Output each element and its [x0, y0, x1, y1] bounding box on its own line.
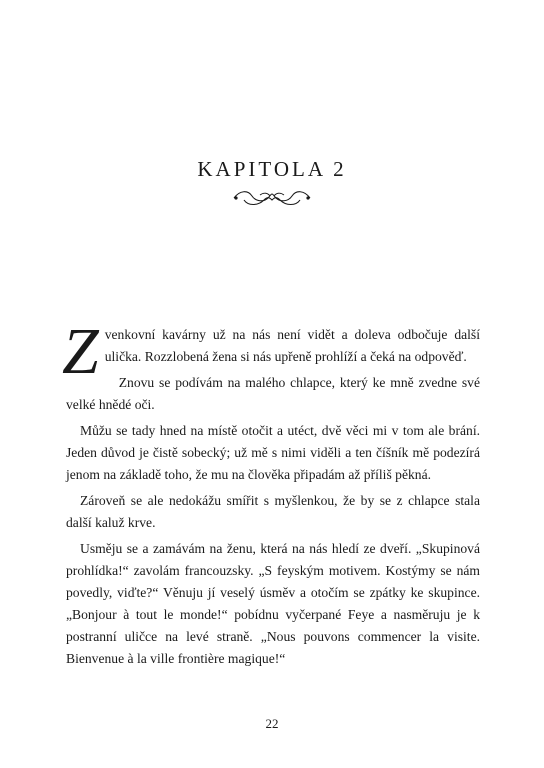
chapter-body: [62, 315, 480, 674]
paragraph-5: Usměju se a zamávám na ženu, která na nás hledí ze dveří. „Skupinová prohlídka!“ zavolám francouzsky. „S feyským motivem. Kostýmy se nám povedly, viďte?“ Věnuju jí veselý úsměv a otočím se zpátky ke skupince. „Bonjour à tout le monde!“ pobídnu vyčerpané Feye a nasměruju je k postranní uličce na levé straně. „Nous pouvons commencer la visite. Bienvenue à la ville frontière magique!“: [66, 541, 480, 666]
paragraph-1: [62, 315, 480, 388]
chapter-title: KAPITOLA 2: [197, 157, 347, 181]
page-number: 22: [265, 716, 279, 731]
paragraph-1-text: venkovní kavárny už na nás není vidět a doleva odbočuje další ulička. Rozzlobená žena si nás upřeně prohlíží a čeká na odpověď.: [104, 327, 480, 364]
paragraph-2: Znovu se podívám na malého chlapce, který ke mně zvedne své velké hnědé oči.: [66, 375, 480, 412]
flourish-ornament-icon: [230, 186, 314, 210]
drop-cap: Z: [62, 315, 99, 388]
paragraph-4: Zároveň se ale nedokážu smířit s myšlenkou, že by se z chlapce stala další kaluž krve.: [66, 493, 480, 530]
paragraph-3: Můžu se tady hned na místě otočit a utéct, dvě věci mi v tom ale brání. Jeden důvod je čistě sobecký; už mě s nimi viděli a ten číšník mě podezírá jenom na základě toho, že mu na člověka připadám až příliš pěkná.: [66, 423, 480, 482]
